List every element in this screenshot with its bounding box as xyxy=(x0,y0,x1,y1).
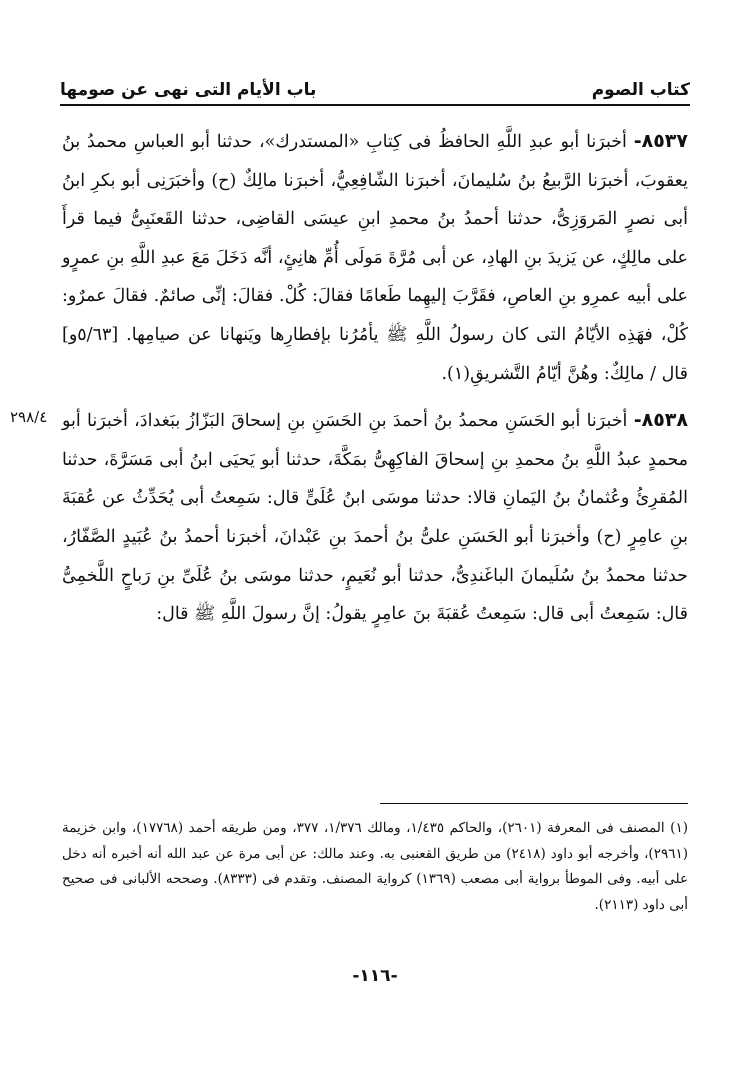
footnote-divider xyxy=(380,803,688,804)
hadith-entry xyxy=(62,401,688,634)
hadith-text: أخبرَنا أبو عبدِ اللَّهِ الحافظُ فى كِتابِ «المستدرك»، حدثنا أبو العباسِ محمدُ بنُ يعقوبَ، أخبرَنا الرَّبيعُ بنُ سُليمانَ، أخبرَنا الشّافِعِيُّ، أخبرَنا مالِكٌ (ح) وأخبَرَنِى أبو بكرِ ابنُ أبى نصرٍ المَروَزِىُّ، حدثنا أحمدُ بنُ محمدِ ابنِ عيسَى القاضِى، حدثنا القَعنَبِىُّ فيما قرأَ على مالِكٍ، عن يَزيدَ بنِ الهادِ، عن أبى مُرَّةَ مَولَى أُمِّ هانِئٍ، أنَّه دَخَلَ مَعَ عبدِ اللَّهِ بنِ عمرٍو على أبيه عمرِو بنِ العاصِ، فقَرَّبَ إليهِما طَعامًا فقالَ: كُلْ. فقالَ: إنِّى صائمٌ. فقالَ عمرٌو: كُلْ، فهَذِه الأيّامُ التى كان رسولُ اللَّهِ ﷺ يأمُرُنا بإفطارِها ويَنهانا عن صيامِها. [٥/٦٣و] قال / مالِكٌ: وهُنَّ أيّامُ التَّشريقِ(١). xyxy=(62,132,688,384)
footnotes xyxy=(62,816,688,918)
running-header xyxy=(60,70,690,100)
margin-reference: ٢٩٨/٤ xyxy=(10,408,48,426)
footnote: (١) المصنف فى المعرفة (٢٦٠١)، والحاكم ١/٤٣٥، ومالك ١/٣٧٦، ٣٧٧، ومن طريقه أحمد (١٧٧٦٨)، وابن خزيمة (٢٩٦١)، وأخرجه أبو داود (٢٤١٨) من طريق القعنبى به. وعند مالك: عن أبى مرة عن عبد الله أنه أخبره أنه دخل على أبيه. وفى الموطأ برواية أبى مصعب (١٣٦٩) كرواية المصنف. وتقدم فى (٨٣٣٣). وصححه الألبانى فى صحيح أبى داود (٢١١٣). xyxy=(62,820,689,913)
page-number: -١١٦- xyxy=(352,966,398,986)
chapter-title: باب الأيام التى نهى عن صومها xyxy=(60,80,317,100)
hadith-text: أخبرَنا أبو الحَسَنِ محمدُ بنُ أحمدَ بنِ الحَسَنِ بنِ إسحاقَ البَزّازُ ببَغدادَ، أخبرَنا أبو محمدٍ عبدُ اللَّهِ بنُ محمدِ بنِ إسحاقَ الفاكِهِىُّ بمَكَّةَ، حدثنا أبو يَحيَى ابنُ أبى مَسَرَّةَ، حدثنا المُقرِئُ وعُثمانُ بنُ اليَمانِ قالا: حدثنا موسَى ابنُ عُلَىٍّ قال: سَمِعتُ أبى يُحَدِّثُ عن عُقبَةَ بنِ عامِرٍ (ح) وأخبرَنا أبو الحَسَنِ علىُّ بنُ أحمدَ بنِ عَبْدانَ، أخبرَنا أحمدُ بنُ عُبَيدٍ الصَّفّارُ، حدثنا محمدُ بنُ سُلَيمانَ الباغَندِىُّ، حدثنا أبو نُعَيمٍ، حدثنا موسَى بنُ عُلَىِّ بنِ رَباحٍ اللَّخمِىُّ قال: سَمِعتُ أبى قال: سَمِعتُ عُقبَةَ بنَ عامِرٍ يقولُ: إنَّ رسولَ اللَّهِ ﷺ قال: xyxy=(62,411,688,625)
main-text xyxy=(62,122,688,634)
book-title: كتاب الصوم xyxy=(591,80,690,100)
hadith-entry xyxy=(62,122,688,393)
header-divider xyxy=(60,104,690,106)
hadith-number: ٨٥٣٨- xyxy=(633,409,688,432)
hadith-number: ٨٥٣٧- xyxy=(633,130,688,152)
